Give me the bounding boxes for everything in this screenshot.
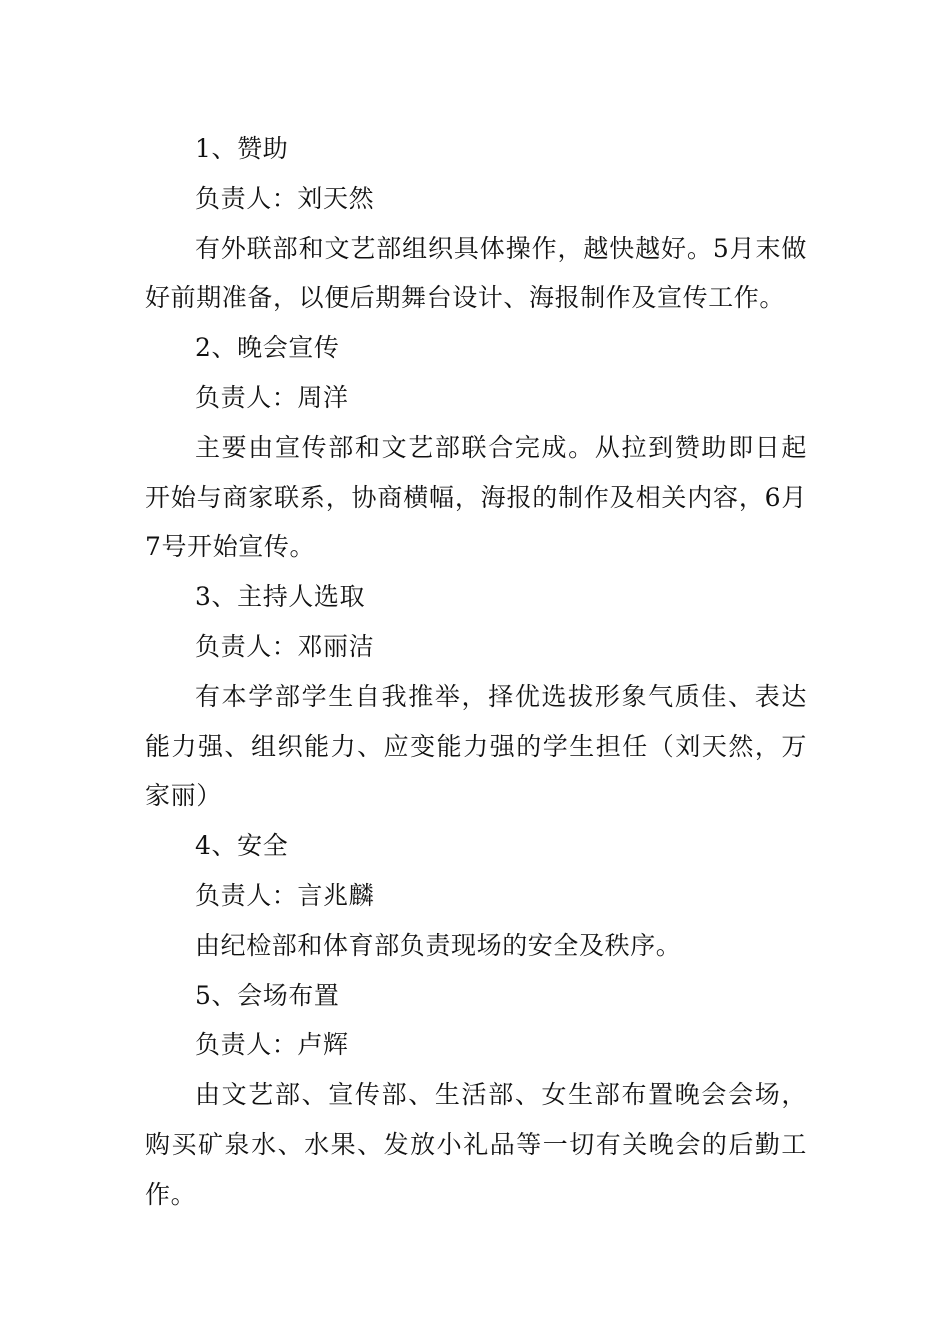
section-heading-host-selection: 3、主持人选取: [195, 582, 366, 612]
section-heading-sponsorship: 1、赞助: [195, 134, 289, 163]
paragraph-safety: 由纪检部和体育部负责现场的安全及秩序。: [195, 930, 682, 960]
person-in-charge-venue-setup: 负责人：卢辉: [195, 1030, 349, 1060]
person-in-charge-sponsorship: 负责人：刘天然: [195, 183, 375, 213]
person-in-charge-host-selection: 负责人：邓丽洁: [195, 631, 375, 661]
paragraph-venue-setup: 由文艺部、宣传部、生活部、女生部布置晚会会场，购买矿泉水、水果、发放小礼品等一切有关晚会的后勤工作。: [145, 1080, 807, 1209]
paragraph-sponsorship: 有外联部和文艺部组织具体操作，越快越好。5月末做好前期准备，以便后期舞台设计、海报制作及宣传工作。: [145, 233, 807, 313]
person-in-charge-safety: 负责人：言兆麟: [195, 880, 375, 910]
document-body: [145, 124, 807, 1220]
section-heading-venue-setup: 5、会场布置: [195, 980, 340, 1010]
section-heading-publicity: 2、晚会宣传: [195, 333, 340, 363]
person-in-charge-publicity: 负责人：周洋: [195, 382, 349, 412]
section-heading-safety: 4、安全: [195, 831, 289, 861]
paragraph-host-selection: 有本学部学生自我推举，择优选拔形象气质佳、表达能力强、组织能力、应变能力强的学生担任（刘天然，万家丽）: [145, 681, 807, 811]
paragraph-publicity: 主要由宣传部和文艺部联合完成。从拉到赞助即日起开始与商家联系，协商横幅，海报的制作及相关内容，6月7号开始宣传。: [145, 432, 807, 562]
